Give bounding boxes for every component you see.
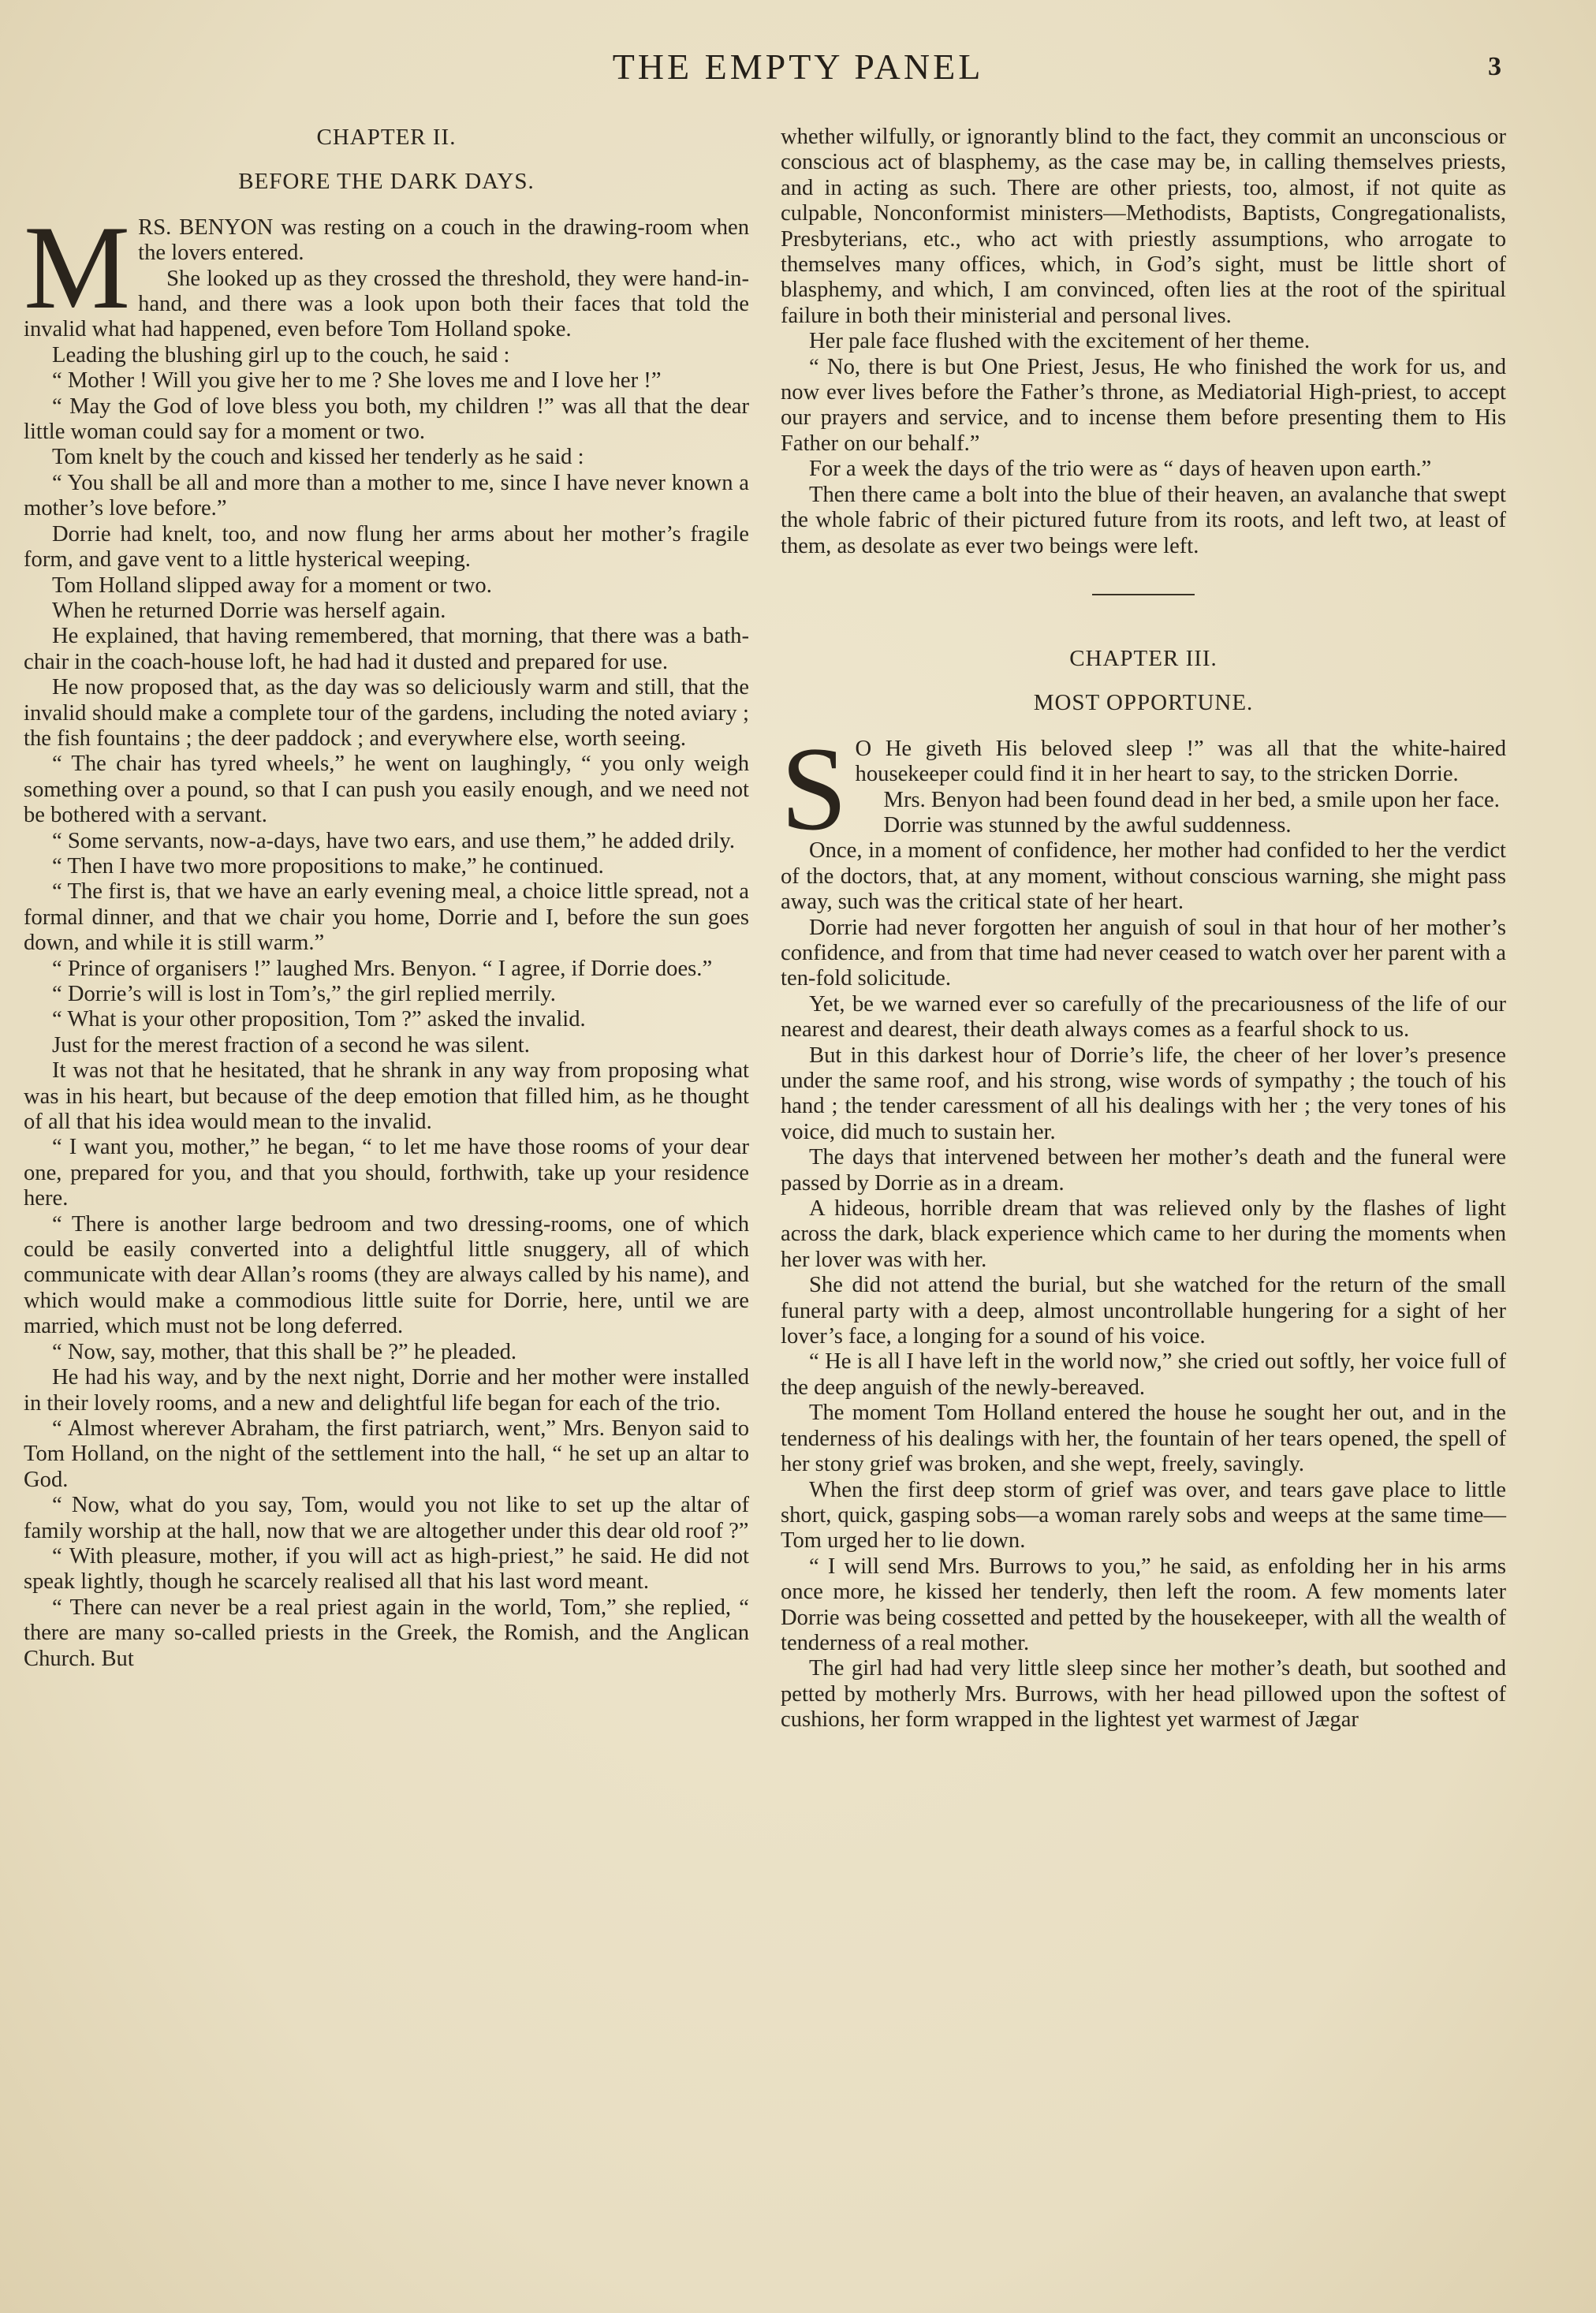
paragraph: It was not that he hesitated, that he shrank in any way from proposing what was in his heart, but because of the deep emotion that filled him, as he thought of all that his idea would mean to the invalid. <box>24 1058 749 1135</box>
drop-cap: S <box>781 722 848 855</box>
right-column <box>781 125 1506 1733</box>
paragraph: For a week the days of the trio were as “ days of heaven upon earth.” <box>809 457 1432 482</box>
paragraph: The girl had had very little sleep since her mother’s death, but soothed and petted by motherly Mrs. Burrows, with her head pillowed upon the softest of cushions, her form wrapped in the lightest yet warmest of Jægar <box>781 1656 1506 1733</box>
paragraph: When the first deep storm of grief was over, and tears gave place to little short, quick, gasping sobs—a woman rarely sobs and weeps at the same time—Tom urged her to lie down. <box>781 1477 1506 1554</box>
paragraph: Tom Holland slipped away for a moment or two. <box>52 573 492 598</box>
paragraph: “ What is your other proposition, Tom ?” asked the invalid. <box>52 1007 586 1032</box>
paragraph: He explained, that having remembered, that morning, that there was a bath-chair in the coach-house loft, he had had it dusted and prepared for use. <box>24 624 749 674</box>
paragraph: “ No, there is but One Priest, Jesus, He who finished the work for us, and now ever lives before the Father’s throne, as Mediatorial High-priest, to accept our prayers and service, and to incense them before presenting them to His Father on our behalf.” <box>781 354 1506 456</box>
chapter-heading: CHAPTER III. <box>1069 645 1218 671</box>
paragraph: The days that intervened between her mother’s death and the funeral were passed by Dorrie as in a dream. <box>781 1145 1506 1196</box>
paragraph: Tom knelt by the couch and kissed her tenderly as he said : <box>52 445 584 470</box>
paragraph: She looked up as they crossed the threshold, they were hand-in-hand, and there was a look upon both their faces that told the invalid what had happened, even before Tom Holland spoke. <box>24 266 749 342</box>
paragraph: Just for the merest fraction of a second he was silent. <box>52 1032 530 1058</box>
right-column-paragraphs-before-break <box>781 329 1506 559</box>
paragraph: She did not attend the burial, but she watched for the return of the small funeral party with a deep, almost uncontrollable hungering for a sight of her lover’s face, a longing for a sound of his voice. <box>781 1273 1506 1349</box>
paragraph: Dorrie had never forgotten her anguish of soul in that hour of her mother’s confidence, and from that time had never ceased to watch over her parent with a ten-fold solicitude. <box>781 915 1506 991</box>
paragraph: Yet, be we warned ever so carefully of the precariousness of the life of our nearest and dearest, their death always comes as a fearful shock to us. <box>781 991 1506 1043</box>
paragraph: “ Then I have two more propositions to make,” he continued. <box>52 853 604 879</box>
paragraph: He now proposed that, as the day was so deliciously warm and still, that the invalid should make a complete tour of the gardens, including the noted aviary ; the fish fountains ; the deer paddock ; and everywhere else, worth seeing. <box>24 675 749 751</box>
paragraph: “ There is another large bedroom and two dressing-rooms, one of which could be easily converted into a delightful little snuggery, all of which communicate with dear Allan’s rooms (they are always called by his name), and which would make a commodious little suite for Dorrie, here, until we are married, which must not be long deferred. <box>24 1211 749 1339</box>
paragraph: “ The chair has tyred wheels,” he went on laughingly, “ you only weigh something over a pound, so that I can push you easily enough, and we need not be bothered with a servant. <box>24 752 749 828</box>
paragraph: Her pale face flushed with the excitement of her theme. <box>809 329 1311 354</box>
paragraph: Mrs. Benyon had been found dead in her bed, a smile upon her face. <box>883 787 1500 812</box>
section-divider <box>781 559 1506 646</box>
paragraph: “ There can never be a real priest again in the world, Tom,” she replied, “ there are many so-called priests in the Greek, the Romish, and the Anglican Church. But <box>24 1595 749 1671</box>
left-column <box>24 125 749 1672</box>
paragraph: When he returned Dorrie was herself again. <box>52 598 446 623</box>
opening-paragraph-text: RS. BENYON was resting on a couch in the drawing-room when the lovers entered. <box>138 215 749 266</box>
paragraph: “ He is all I have left in the world now,” she cried out softly, her voice full of the deep anguish of the newly-bereaved. <box>781 1349 1506 1400</box>
running-title: THE EMPTY PANEL <box>612 47 984 87</box>
paragraph: “ Now, say, mother, that this shall be ?” he pleaded. <box>52 1339 517 1364</box>
paragraph: “ With pleasure, mother, if you will act as high-priest,” he said. He did not speak lightly, though he scarcely realised all that his last word meant. <box>24 1543 749 1595</box>
continued-paragraph: whether wilfully, or ignorantly blind to the fact, they commit an unconscious or conscious act of blasphemy, as the case may be, in calling themselves priests, and in acting as such. There are other priests, too, almost, if not quite as culpable, Nonconformist ministers—Methodists, Baptists, Congregationalists, Presbyterians, etc., who act with priestly assumptions, who arrogate to themselves many offices, which, in God’s sight, must be little short of blasphemy, and which, I am convinced, often lies at the root of the spiritual failure in both their ministerial and personal lives. <box>781 125 1506 328</box>
paragraph: He had his way, and by the next night, Dorrie and her mother were installed in their lovely rooms, and a new and delightful life began for each of the trio. <box>24 1365 749 1416</box>
page-number: 3 <box>1488 52 1501 81</box>
paragraph: Then there came a bolt into the blue of their heaven, an avalanche that swept the whole fabric of their pictured future from its roots, and left two, at least of them, as desolate as ever two beings were left. <box>781 482 1506 558</box>
paragraph: “ Dorrie’s will is lost in Tom’s,” the girl replied merrily. <box>52 982 556 1006</box>
paragraph: “ I will send Mrs. Burrows to you,” he said, as enfolding her in his arms once more, he kissed her tenderly, then left the room. A few moments later Dorrie was being cossetted and petted by the housekeeper, with all the wealth of tenderness of a real mother. <box>781 1554 1506 1655</box>
paragraph: Once, in a moment of confidence, her mother had confided to her the verdict of the doctors, that, at any moment, without conscious warning, she might pass away, such was the critical state of her heart. <box>781 838 1506 915</box>
paragraph: “ You shall be all and more than a mother to me, since I have never known a mother’s love before.” <box>24 470 749 521</box>
paragraph: A hideous, horrible dream that was relieved only by the flashes of light across the dark, black experience which came to her during the moments when her lover was with her. <box>781 1196 1506 1272</box>
paragraph: The moment Tom Holland entered the house he sought her out, and in the tenderness of his dealings with her, the fountain of her tears opened, the spell of her stony grief was broken, and she wept, freely, savingly. <box>781 1401 1506 1477</box>
paragraph: “ Prince of organisers !” laughed Mrs. Benyon. “ I agree, if Dorrie does.” <box>52 956 713 981</box>
chapter-heading: CHAPTER II. <box>316 125 457 150</box>
divider-rule <box>1092 594 1195 595</box>
paragraph: Leading the blushing girl up to the couch, he said : <box>52 342 510 367</box>
paragraph: “ Now, what do you say, Tom, would you not like to set up the altar of family worship at the hall, now that we are altogether under this dear old roof ?” <box>24 1493 749 1543</box>
paragraph: Dorrie was stunned by the awful suddenness. <box>883 812 1292 838</box>
paragraph: “ Almost wherever Abraham, the first patriarch, went,” Mrs. Benyon said to Tom Holland, on the night of the settlement into the hall, “ he set up an altar to God. <box>24 1416 749 1492</box>
right-column-paragraphs <box>781 788 1506 1733</box>
paragraph: Dorrie had knelt, too, and now flung her arms about her mother’s fragile form, and gave vent to a little hysterical weeping. <box>24 521 749 573</box>
paragraph: “ Some servants, now-a-days, have two ears, and use them,” he added drily. <box>52 828 736 853</box>
paragraph: “ The first is, that we have an early evening meal, a choice little spread, not a formal dinner, and that we chair you home, Dorrie and I, before the sun goes down, and while it is still warm.” <box>24 879 749 956</box>
drop-cap: M <box>24 200 131 334</box>
paragraph: “ Mother ! Will you give her to me ? She loves me and I love her !” <box>52 368 662 394</box>
paragraph: But in this darkest hour of Dorrie’s life, the cheer of her lover’s presence under the same roof, and his strong, wise words of sympathy ; the touch of his hand ; the tender caressment of all his dealings with her ; the very tones of his voice, did much to sustain her. <box>781 1043 1506 1144</box>
paragraph: “ I want you, mother,” he began, “ to let me have those rooms of your dear one, prepared for you, and that you should, forthwith, take up your residence here. <box>24 1135 749 1211</box>
opening-paragraph-text: O He giveth His beloved sleep !” was all that the white-haired housekeeper could find it in her heart to say, to the stricken Dorrie. <box>855 736 1506 787</box>
chapter-title: BEFORE THE DARK DAYS. <box>238 169 535 195</box>
left-column-paragraphs <box>24 267 749 1672</box>
paragraph: “ May the God of love bless you both, my children !” was all that the dear little woman could say for a moment or two. <box>24 394 749 445</box>
chapter-title: MOST OPPORTUNE. <box>1033 690 1254 716</box>
